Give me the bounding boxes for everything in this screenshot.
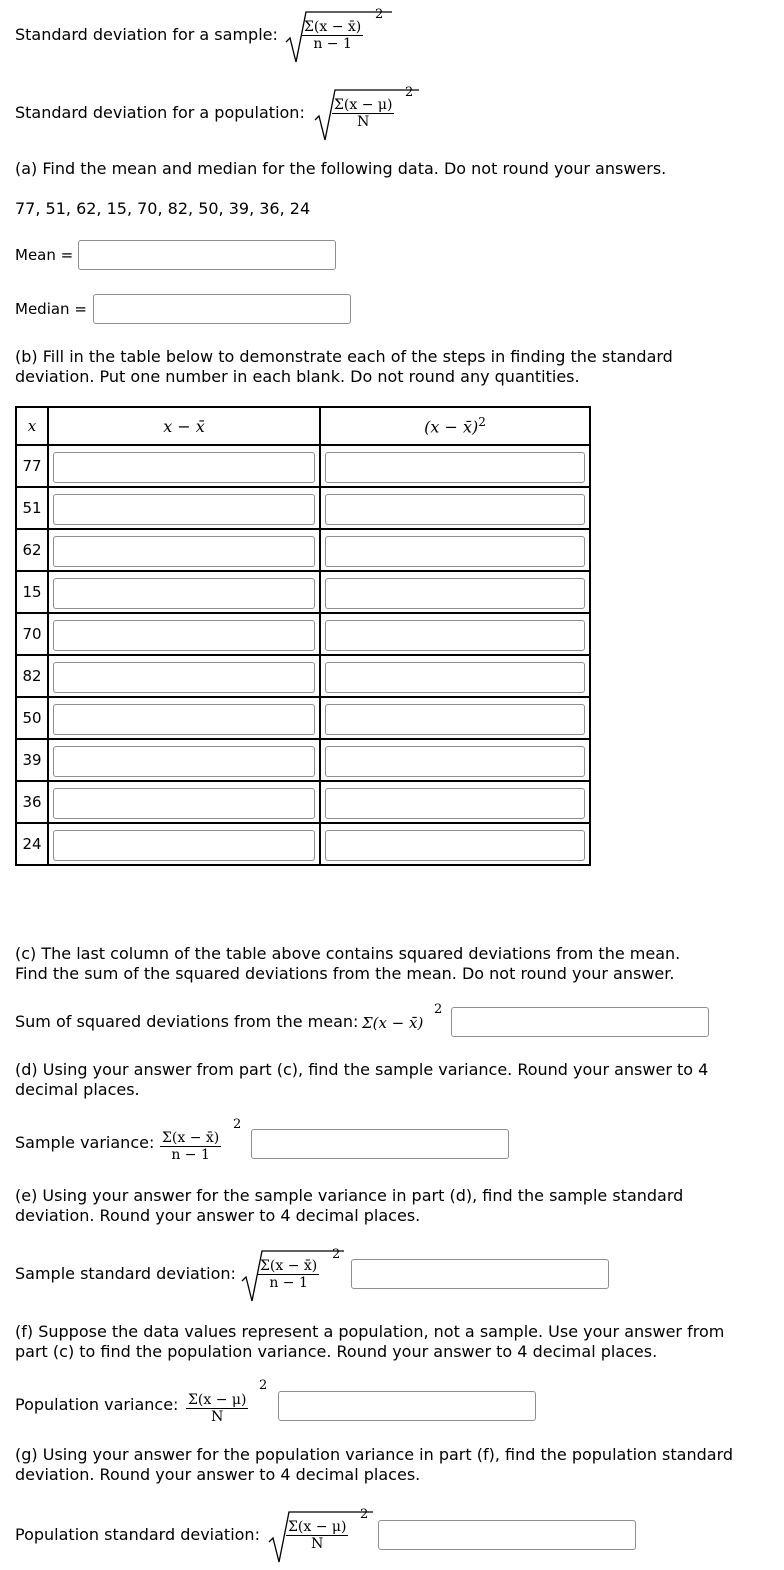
population-sd-exponent: 2 bbox=[405, 85, 414, 100]
part-a-data: 77, 51, 62, 15, 70, 82, 50, 39, 36, 24 bbox=[15, 199, 311, 218]
mean-label: Mean = bbox=[15, 246, 74, 264]
sum-squared-label: Sum of squared deviations from the mean: bbox=[15, 1012, 359, 1031]
table-row bbox=[16, 739, 590, 781]
x-value: 24 bbox=[16, 823, 48, 865]
squared-deviation-input[interactable] bbox=[325, 578, 585, 609]
header-deviation: x − x̄ bbox=[48, 407, 320, 445]
part-b-instruction: (b) Fill in the table below to demonstrate each of the steps in finding the standard deviation. Put one number in each blank. Do not round any quantities. bbox=[15, 347, 673, 386]
squared-deviation-input[interactable] bbox=[325, 830, 585, 861]
squared-deviation-input[interactable] bbox=[325, 452, 585, 483]
x-value: 15 bbox=[16, 571, 48, 613]
x-value: 36 bbox=[16, 781, 48, 823]
sum-squared-input[interactable] bbox=[451, 1007, 709, 1037]
deviation-input[interactable] bbox=[53, 452, 315, 483]
table-row bbox=[16, 529, 590, 571]
squared-deviation-input[interactable] bbox=[325, 620, 585, 651]
x-value: 51 bbox=[16, 487, 48, 529]
deviation-input[interactable] bbox=[53, 578, 315, 609]
deviation-input[interactable] bbox=[53, 536, 315, 567]
median-input[interactable] bbox=[93, 294, 351, 324]
table-row bbox=[16, 613, 590, 655]
population-sd-numerator: Σ(x − μ) bbox=[334, 97, 393, 113]
squared-deviation-input[interactable] bbox=[325, 788, 585, 819]
x-value: 70 bbox=[16, 613, 48, 655]
squared-deviation-input[interactable] bbox=[325, 662, 585, 693]
population-sd-denominator: N bbox=[357, 114, 370, 130]
sum-squared-exponent: 2 bbox=[434, 1002, 443, 1017]
table-header-row bbox=[16, 407, 590, 445]
sum-squared-expr: Σ(x − x̄) bbox=[362, 1014, 424, 1032]
squared-deviation-input[interactable] bbox=[325, 746, 585, 777]
sample-variance-label: Sample variance: bbox=[15, 1133, 155, 1152]
table-row bbox=[16, 571, 590, 613]
x-value: 62 bbox=[16, 529, 48, 571]
population-sd-fraction bbox=[332, 97, 394, 130]
sample-sd-fraction bbox=[302, 19, 363, 52]
part-c-instruction: (c) The last column of the table above contains squared deviations from the mean. Find the sum of the squared deviations from the mean. Do not round your answer. bbox=[15, 944, 681, 983]
x-value: 82 bbox=[16, 655, 48, 697]
deviation-input[interactable] bbox=[53, 788, 315, 819]
part-f-instruction: (f) Suppose the data values represent a population, not a sample. Use your answer from part (c) to find the population variance. Round your answer to 4 decimal places. bbox=[15, 1322, 725, 1361]
population-variance-input[interactable] bbox=[278, 1391, 536, 1421]
x-value: 39 bbox=[16, 739, 48, 781]
sample-sd-answer-label: Sample standard deviation: bbox=[15, 1264, 236, 1283]
sample-variance-fraction: $\frac{\Sigma(x - x̄)}{n - 1}$ bbox=[162, 1130, 220, 1163]
table-row bbox=[16, 655, 590, 697]
sample-sd-denominator: n − 1 bbox=[313, 36, 352, 52]
sample-sd-input[interactable] bbox=[351, 1259, 609, 1289]
median-label: Median = bbox=[15, 300, 87, 318]
table-row bbox=[16, 697, 590, 739]
header-squared-deviation: (x − x̄)$^2$ bbox=[320, 407, 590, 445]
sample-variance-exponent: 2 bbox=[233, 1117, 242, 1132]
population-sd-answer-fraction: $\frac{\Sigma(x - \mu)}{N}$ bbox=[288, 1519, 347, 1552]
mean-input[interactable] bbox=[78, 240, 336, 270]
sample-sd-answer-exponent: 2 bbox=[332, 1247, 341, 1262]
header-x: x bbox=[16, 407, 48, 445]
population-variance-fraction: $\frac{\Sigma(x - \mu)}{N}$ bbox=[188, 1392, 247, 1425]
sample-sd-exponent: 2 bbox=[375, 7, 384, 22]
squared-deviation-input[interactable] bbox=[325, 704, 585, 735]
squared-deviation-input[interactable] bbox=[325, 536, 585, 567]
sample-variance-input[interactable] bbox=[251, 1129, 509, 1159]
deviation-input[interactable] bbox=[53, 662, 315, 693]
population-sd-input[interactable] bbox=[378, 1520, 636, 1550]
deviation-input[interactable] bbox=[53, 704, 315, 735]
part-d-instruction: (d) Using your answer from part (c), find the sample variance. Round your answer to 4 decimal places. bbox=[15, 1060, 709, 1099]
squared-deviation-input[interactable] bbox=[325, 494, 585, 525]
part-a-instruction: (a) Find the mean and median for the following data. Do not round your answers. bbox=[15, 159, 667, 178]
population-variance-exponent: 2 bbox=[259, 1378, 268, 1393]
deviation-input[interactable] bbox=[53, 494, 315, 525]
deviation-table bbox=[15, 406, 591, 866]
sample-sd-label: Standard deviation for a sample: bbox=[15, 25, 278, 44]
x-value: 77 bbox=[16, 445, 48, 487]
table-row bbox=[16, 487, 590, 529]
sample-sd-numerator: Σ(x − x̄) bbox=[304, 19, 362, 35]
table-row bbox=[16, 445, 590, 487]
population-sd-label: Standard deviation for a population: bbox=[15, 103, 305, 122]
table-row bbox=[16, 823, 590, 865]
sample-sd-answer-fraction: $\frac{\Sigma(x - x̄)}{n - 1}$ bbox=[260, 1258, 318, 1291]
part-g-instruction: (g) Using your answer for the population variance in part (f), find the population standard deviation. Round your answer to 4 decimal places. bbox=[15, 1445, 734, 1484]
deviation-input[interactable] bbox=[53, 830, 315, 861]
population-variance-label: Population variance: bbox=[15, 1395, 179, 1414]
population-sd-answer-exponent: 2 bbox=[360, 1507, 369, 1522]
deviation-input[interactable] bbox=[53, 620, 315, 651]
table-row bbox=[16, 781, 590, 823]
deviation-input[interactable] bbox=[53, 746, 315, 777]
x-value: 50 bbox=[16, 697, 48, 739]
population-sd-answer-label: Population standard deviation: bbox=[15, 1525, 260, 1544]
part-e-instruction: (e) Using your answer for the sample variance in part (d), find the sample standard deviation. Round your answer to 4 decimal places. bbox=[15, 1186, 684, 1225]
